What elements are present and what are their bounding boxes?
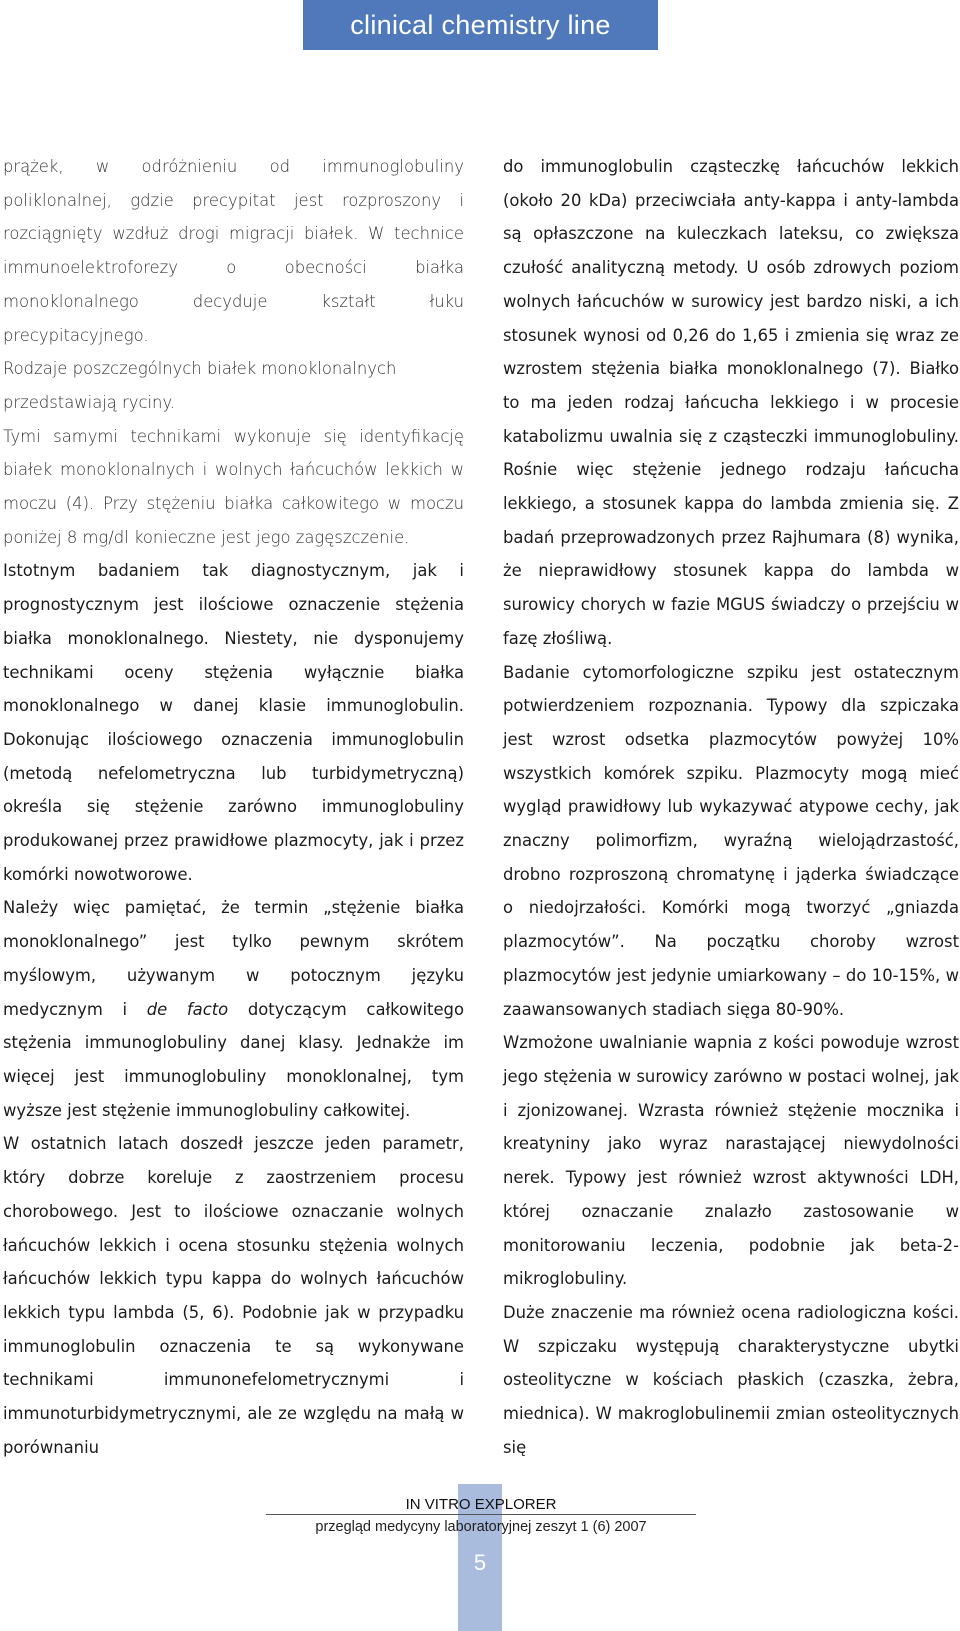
- right-column: [503, 150, 959, 1464]
- paragraph: prążek, w odróżnieniu od immunoglobuliny poliklonalnej, gdzie precypitat jest rozproszony i rozciągnięty wzdłuż drogi migracji białek. W technice immunoelektroforezy o obecności białka monoklonalnego decyduje kształt łuku precypitacyjnego.: [3, 157, 464, 345]
- footer-journal-name: IN VITRO EXPLORER: [405, 1496, 557, 1513]
- paragraph: Wzmożone uwalnianie wapnia z kości powoduje wzrost jego stężenia w surowicy zarówno w postaci wolnej, jak i zjonizowanej. Wzrasta również stężenie mocznika i kreatyniny jako wyraz narastającej niewydolności nerek. Typowy jest również wzrost aktywności LDH, której oznaczanie znalazło zastosowanie w monitorowaniu leczenia, podobnie jak beta-2-mikroglobuliny.: [503, 1033, 959, 1289]
- page-number: 5: [473, 1550, 487, 1575]
- journal-header-banner: [303, 0, 658, 50]
- paragraph: [3, 891, 464, 1127]
- text-run: Należy więc pamiętać, że termin „stężenie białka monoklonalnego” jest tylko pewnym skrótem myślowym, używanym w potocznym języku medycznym i: [3, 898, 464, 1019]
- paragraph: W ostatnich latach doszedł jeszcze jeden parametr, który dobrze koreluje z zaostrzeniem procesu chorobowego. Jest to ilościowe oznaczanie wolnych łańcuchów lekkich i ocena stosunku stężenia wolnych łańcuchów lekkich typu kappa do wolnych łańcuchów lekkich typu lambda (5, 6). Podobnie jak w przypadku immunoglobulin oznaczenia te są wykonywane technikami immunonefelometrycznymi i immunoturbidymetrycznymi, ale ze względu na małą w porównaniu: [3, 1134, 464, 1457]
- paragraph: do immunoglobulin cząsteczkę łańcuchów lekkich (około 20 kDa) przeciwciała anty-kappa i anty-lambda są opłaszczone na kuleczkach lateksu, co zwiększa czułość analityczną metody. U osób zdrowych poziom wolnych łańcuchów w surowicy jest bardzo niski, a ich stosunek wynosi od 0,26 do 1,65 i zmienia się wraz ze wzrostem stężenia białka monoklonalnego (7). Białko to ma jeden rodzaj łańcucha lekkiego i w procesie katabolizmu uwalnia się z cząsteczki immunoglobuliny. Rośnie więc stężenie jednego rodzaju łańcucha lekkiego, a stosunek kappa do lambda zmienia się. Z badań przeprowadzonych przez Rajhumara (8) wynika, że nieprawidłowy stosunek kappa do lambda w surowicy chorych w fazie MGUS świadczy o przejściu w fazę złośliwą.: [503, 157, 959, 648]
- footer-divider: [266, 1514, 696, 1515]
- paragraph: Istotnym badaniem tak diagnostycznym, jak i prognostycznym jest ilościowe oznaczenie stężenia białka monoklonalnego. Niestety, nie dysponujemy technikami oceny stężenia wyłącznie białka monoklonalnego w danej klasie immunoglobulin. Dokonując ilościowego oznaczenia immunoglobulin (metodą nefelometryczna lub turbidymetryczną) określa się stężenie zarówno immunoglobuliny produkowanej przez prawidłowe plazmocyty, jak i przez komórki nowotworowe.: [3, 561, 464, 884]
- text-run: dotyczącym całkowitego stężenia immunoglobuliny danej klasy. Jednakże im więcej jest immunoglobuliny monoklonalnej, tym wyższe jest stężenie immunoglobuliny całkowitej.: [3, 999, 464, 1120]
- footer-issue-info: przegląd medycyny laboratoryjnej zeszyt 1 (6) 2007: [315, 1519, 647, 1535]
- paragraph: Rodzaje poszczególnych białek monoklonalnych przedstawiają ryciny.: [3, 359, 397, 412]
- paragraph: Badanie cytomorfologiczne szpiku jest ostatecznym potwierdzeniem rozpoznania. Typowy dla szpiczaka jest wzrost odsetka plazmocytów powyżej 10% wszystkich komórek szpiku. Plazmocyty mogą mieć wygląd prawidłowy lub wykazywać atypowe cechy, jak znaczny polimorfizm, wyraźną wielojądrzastość, drobno rozproszoną chromatynę i jąderka świadczące o niedojrzałości. Komórki mogą tworzyć „gniazda plazmocytów”. Na początku choroby wzrost plazmocytów jest jedynie umiarkowany – do 10-15%, w zaawansowanych stadiach sięga 80-90%.: [503, 662, 959, 1019]
- paragraph: Duże znaczenie ma również ocena radiologiczna kości. W szpiczaku występują charakterystyczne ubytki osteolityczne w kościach płaskich (czaszka, żebra, miednica). W makroglobulinemii zmian osteolitycznych się: [503, 1302, 959, 1457]
- journal-section-title: clinical chemistry line: [350, 9, 611, 40]
- left-column: [3, 150, 464, 1464]
- italic-term: de facto: [146, 999, 229, 1019]
- paragraph: Tymi samymi technikami wykonuje się identyfikację białek monoklonalnych i wolnych łańcuchów lekkich w moczu (4). Przy stężeniu białka całkowitego w moczu poniżej 8 mg/dl konieczne jest jego zagęszczenie.: [3, 426, 464, 547]
